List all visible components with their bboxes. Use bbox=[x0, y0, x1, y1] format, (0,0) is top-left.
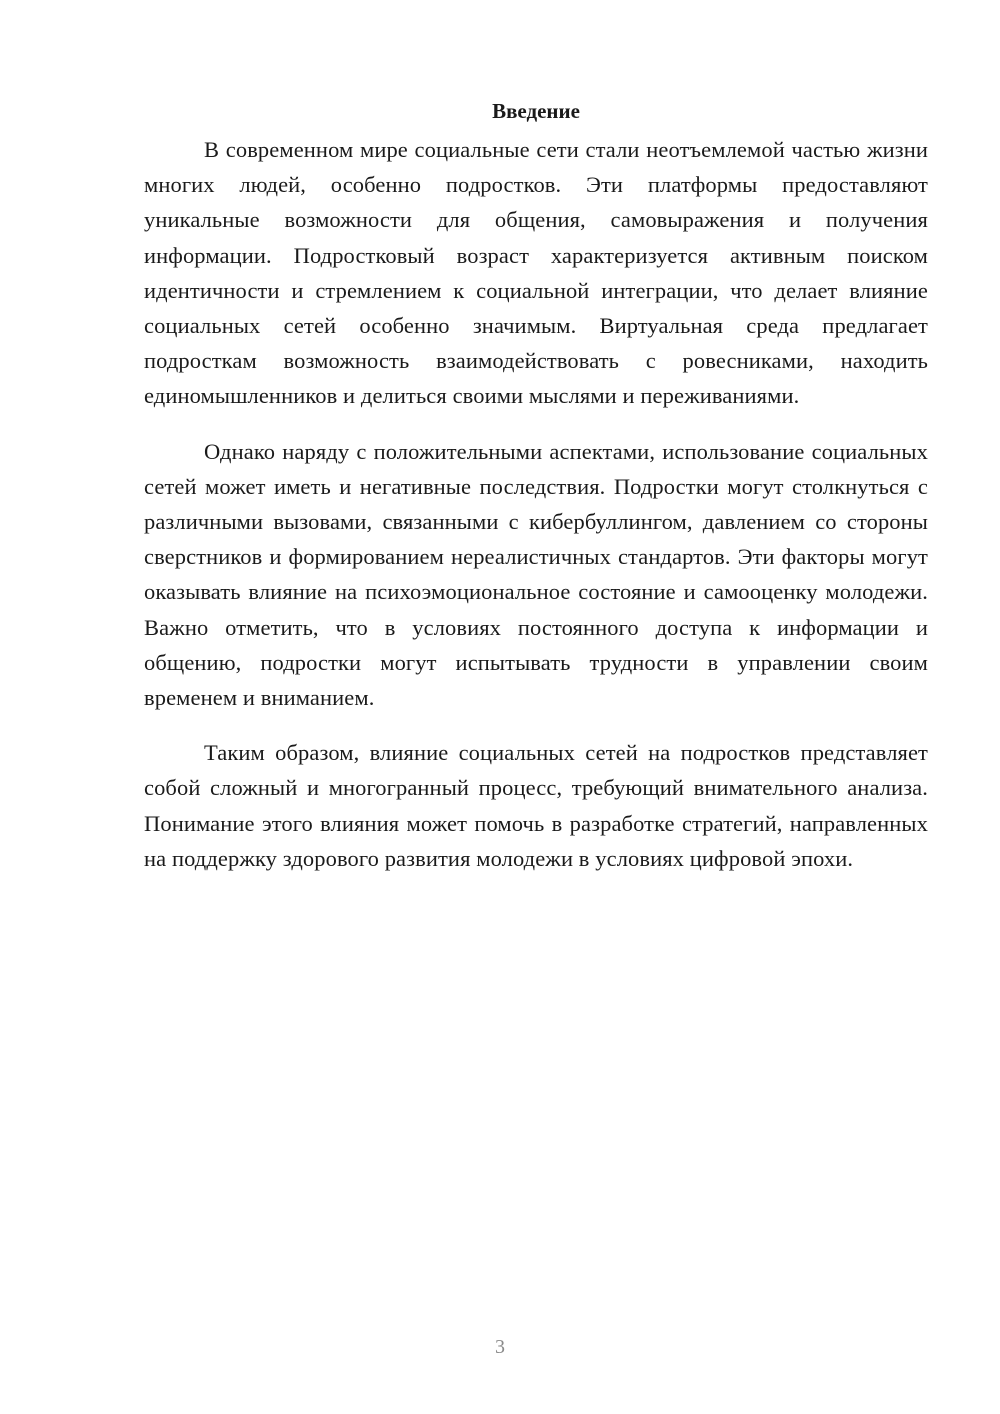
page-content bbox=[144, 96, 928, 896]
section-title: Введение bbox=[492, 99, 580, 123]
paragraph-3: Таким образом, влияние социальных сетей на подростков представляет собой сложный и многогранный процесс, требующий внимательного анализа. Понимание этого влияния может помочь в разработке стратегий, направленных на поддержку здорового развития молодежи в условиях цифровой эпохи. bbox=[144, 740, 928, 871]
paragraph-2: Однако наряду с положительными аспектами, использование социальных сетей может иметь и негативные последствия. Подростки могут столкнуться с различными вызовами, связанными с кибербуллингом, давлением со стороны сверстников и формированием нереалистичных стандартов. Эти факторы могут оказывать влияние на психоэмоциональное состояние и самооценку молодежи. Важно отметить, что в условиях постоянного доступа к информации и общению, подростки могут испытывать трудности в управлении своим временем и вниманием. bbox=[144, 438, 928, 711]
paragraph-1: В современном мире социальные сети стали неотъемлемой частью жизни многих людей, особенно подростков. Эти платформы предоставляют уникальные возможности для общения, самовыражения и получения информации. Подростковый возраст характеризуется активным поиском идентичности и стремлением к социальной интеграции, что делает влияние социальных сетей особенно значимым. Виртуальная среда предлагает подросткам возможность взаимодействовать с ровесниками, находить единомышленников и делиться своими мыслями и переживаниями. bbox=[144, 137, 928, 409]
page-number: 3 bbox=[495, 1336, 505, 1358]
